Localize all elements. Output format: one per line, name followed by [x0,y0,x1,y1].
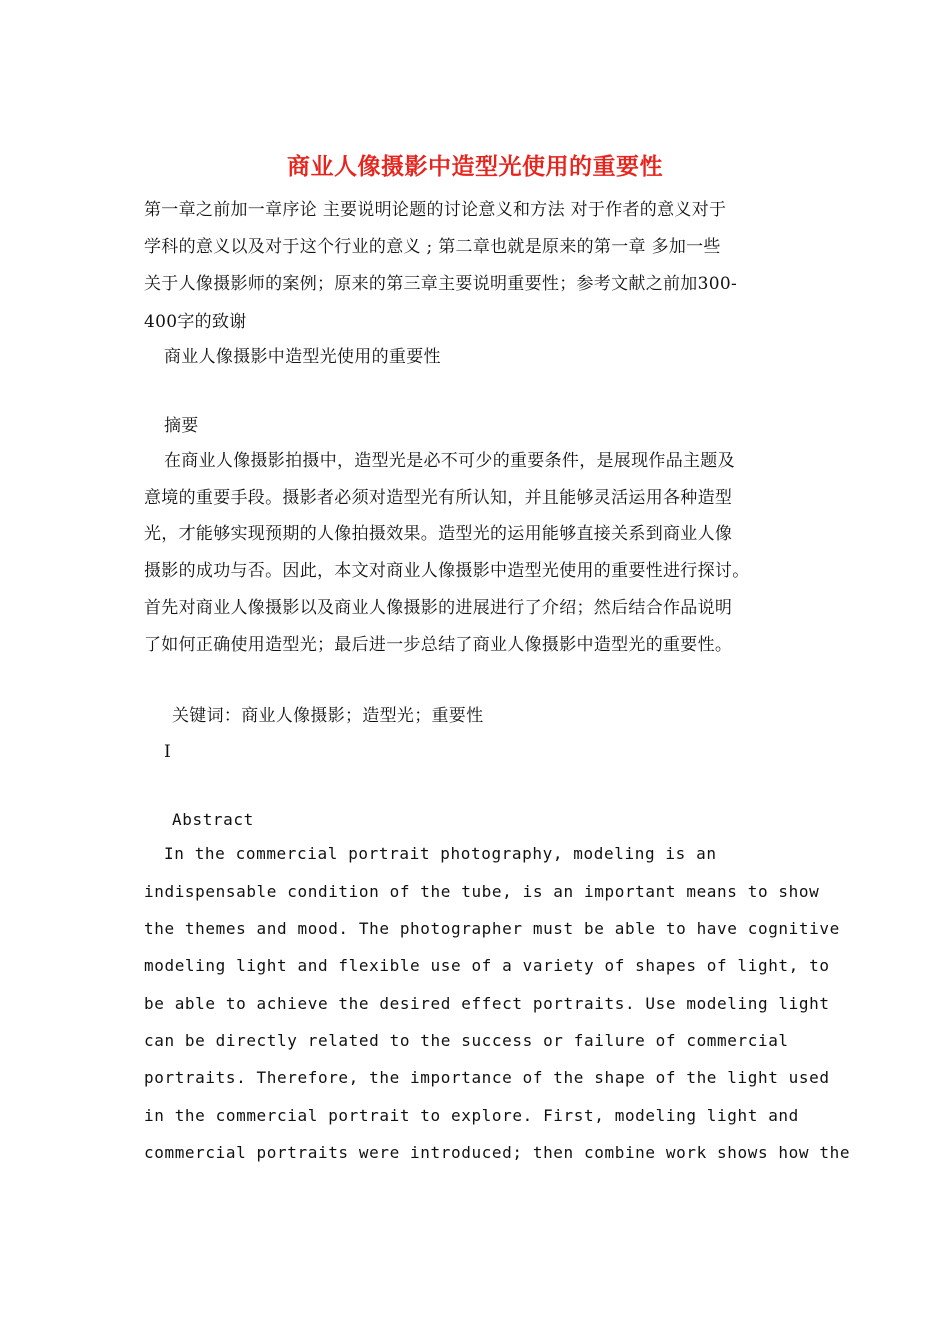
abstract-cn-heading: 摘要 [164,416,199,436]
abstract-en-line: indispensable condition of the tube, is an important means to show [144,882,820,901]
abstract-en-line: portraits. Therefore, the importance of the shape of the light used [144,1068,830,1087]
abstract-cn-line: 在商业人像摄影拍摄中，造型光是必不可少的重要条件，是展现作品主题及 [164,451,735,471]
abstract-en-line: in the commercial portrait to explore. First, modeling light and [144,1106,799,1125]
abstract-en-line: modeling light and flexible use of a variety of shapes of light, to [144,956,830,975]
abstract-cn-line: 意境的重要手段。摄影者必须对造型光有所认知，并且能够灵活运用各种造型 [144,488,733,508]
abstract-en-line: be able to achieve the desired effect portraits. Use modeling light [144,994,830,1013]
abstract-en-line: the themes and mood. The photographer must be able to have cognitive [144,919,840,938]
document-title: 商业人像摄影中造型光使用的重要性 [287,153,663,180]
abstract-cn-line: 了如何正确使用造型光；最后进一步总结了商业人像摄影中造型光的重要性。 [144,635,733,655]
abstract-en-line: can be directly related to the success or failure of commercial [144,1031,789,1050]
intro-line: 400字的致谢 [144,312,247,332]
abstract-cn-line: 摄影的成功与否。因此，本文对商业人像摄影中造型光使用的重要性进行探讨。 [144,561,750,581]
abstract-cn-line: 光，才能够实现预期的人像拍摄效果。造型光的运用能够直接关系到商业人像 [144,524,733,544]
keywords-line: 关键词：商业人像摄影；造型光；重要性 [172,706,484,726]
abstract-en-line: In the commercial portrait photography, modeling is an [164,844,717,863]
document-subtitle: 商业人像摄影中造型光使用的重要性 [164,347,441,367]
intro-line: 第一章之前加一章序论 主要说明论题的讨论意义和方法 对于作者的意义对于 [144,200,727,220]
abstract-en-heading: Abstract [172,810,254,829]
intro-line: 关于人像摄影师的案例；原来的第三章主要说明重要性；参考文献之前加300- [144,274,737,294]
abstract-cn-line: 首先对商业人像摄影以及商业人像摄影的进展进行了介绍；然后结合作品说明 [144,598,733,618]
intro-line: 学科的意义以及对于这个行业的意义 ; 第二章也就是原来的第一章 多加一些 [144,237,721,257]
abstract-en-line: commercial portraits were introduced; then combine work shows how the [144,1143,851,1162]
page-number: I [164,742,172,762]
